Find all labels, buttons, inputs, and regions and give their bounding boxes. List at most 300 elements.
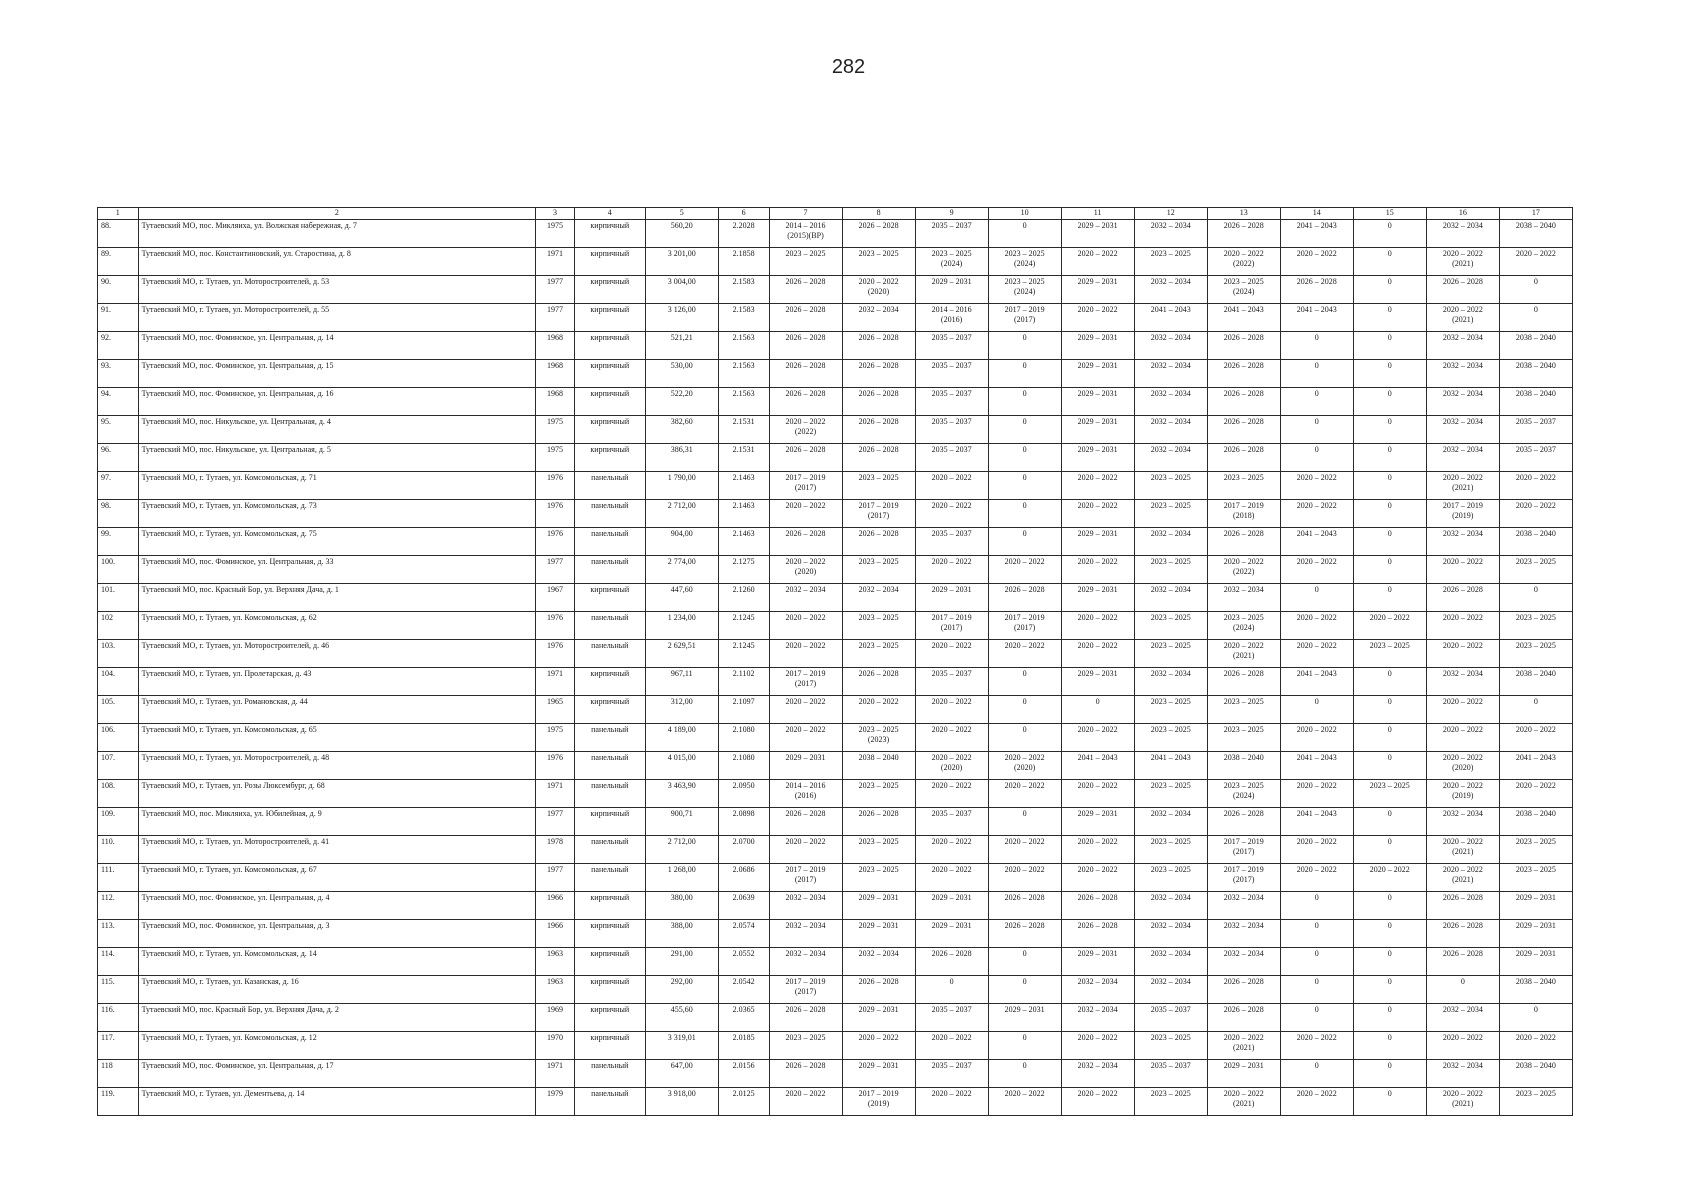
table-cell-col-7: 2032 – 2034	[769, 584, 842, 612]
table-row	[98, 808, 1573, 836]
table-cell-col-12: 2023 – 2025	[1134, 248, 1207, 276]
table-cell-col-15: 0	[1353, 444, 1426, 472]
table-cell-col-11: 2020 – 2022	[1061, 1032, 1134, 1060]
table-cell-col-2: Тутаевский МО, пос. Фоминское, ул. Центральная, д. 14	[138, 332, 536, 360]
table-cell-col-8: 2023 – 2025	[842, 780, 915, 808]
table-cell-col-16: 2020 – 2022 (2020)	[1426, 752, 1499, 780]
table-cell-col-2: Тутаевский МО, г. Тутаев, ул. Моторостроителей, д. 41	[138, 836, 536, 864]
table-cell-col-8: 2029 – 2031	[842, 1060, 915, 1088]
table-cell-col-17: 2038 – 2040	[1499, 220, 1572, 248]
table-cell-col-15: 0	[1353, 1088, 1426, 1116]
table-cell-col-17: 2020 – 2022	[1499, 500, 1572, 528]
table-cell-col-10: 2026 – 2028	[988, 584, 1061, 612]
table-cell-col-16: 2032 – 2034	[1426, 668, 1499, 696]
table-cell-col-11: 2032 – 2034	[1061, 1060, 1134, 1088]
table-cell-col-2: Тутаевский МО, г. Тутаев, ул. Моторостроителей, д. 53	[138, 276, 536, 304]
table-cell-col-5: 312,00	[645, 696, 718, 724]
table-cell-col-10: 0	[988, 808, 1061, 836]
table-row	[98, 1060, 1573, 1088]
table-cell-col-9: 2035 – 2037	[915, 1004, 988, 1032]
column-header-9: 9	[915, 208, 988, 220]
table-cell-col-10: 2023 – 2025 (2024)	[988, 276, 1061, 304]
table-cell-col-12: 2041 – 2043	[1134, 752, 1207, 780]
table-cell-col-11: 2020 – 2022	[1061, 1088, 1134, 1116]
table-cell-col-1: 96.	[98, 444, 139, 472]
table-cell-col-10: 2026 – 2028	[988, 892, 1061, 920]
table-cell-col-12: 2023 – 2025	[1134, 472, 1207, 500]
table-cell-col-17: 0	[1499, 276, 1572, 304]
table-row	[98, 892, 1573, 920]
table-cell-col-2: Тутаевский МО, пос. Фоминское, ул. Центральная, д. 33	[138, 556, 536, 584]
table-cell-col-16: 2020 – 2022	[1426, 1032, 1499, 1060]
table-cell-col-3: 1975	[536, 220, 575, 248]
table-cell-col-16: 2020 – 2022 (2021)	[1426, 836, 1499, 864]
column-header-2: 2	[138, 208, 536, 220]
table-cell-col-7: 2020 – 2022	[769, 696, 842, 724]
table-cell-col-15: 0	[1353, 248, 1426, 276]
table-cell-col-2: Тутаевский МО, пос. Никульское, ул. Центральная, д. 5	[138, 444, 536, 472]
table-cell-col-10: 0	[988, 388, 1061, 416]
table-cell-col-16: 2026 – 2028	[1426, 920, 1499, 948]
table-cell-col-17: 2041 – 2043	[1499, 752, 1572, 780]
table-cell-col-14: 2041 – 2043	[1280, 304, 1353, 332]
table-cell-col-8: 2029 – 2031	[842, 1004, 915, 1032]
table-cell-col-9: 2020 – 2022	[915, 836, 988, 864]
table-cell-col-13: 2023 – 2025	[1207, 472, 1280, 500]
table-cell-col-6: 2.1563	[718, 388, 769, 416]
table-cell-col-1: 97.	[98, 472, 139, 500]
table-row	[98, 584, 1573, 612]
table-cell-col-14: 2041 – 2043	[1280, 808, 1353, 836]
table-cell-col-4: кирпичный	[574, 248, 645, 276]
table-cell-col-7: 2026 – 2028	[769, 360, 842, 388]
table-cell-col-1: 112.	[98, 892, 139, 920]
table-row	[98, 864, 1573, 892]
table-cell-col-12: 2023 – 2025	[1134, 640, 1207, 668]
table-cell-col-6: 2.1463	[718, 472, 769, 500]
table-cell-col-12: 2032 – 2034	[1134, 360, 1207, 388]
table-cell-col-14: 0	[1280, 332, 1353, 360]
table-cell-col-16: 2026 – 2028	[1426, 892, 1499, 920]
table-cell-col-15: 0	[1353, 808, 1426, 836]
table-cell-col-2: Тутаевский МО, пос. Красный Бор, ул. Верхняя Дача, д. 1	[138, 584, 536, 612]
table-cell-col-4: кирпичный	[574, 304, 645, 332]
table-cell-col-3: 1976	[536, 528, 575, 556]
table-row	[98, 472, 1573, 500]
table-cell-col-4: панельный	[574, 1088, 645, 1116]
table-cell-col-13: 2026 – 2028	[1207, 388, 1280, 416]
table-cell-col-3: 1977	[536, 276, 575, 304]
table-cell-col-12: 2023 – 2025	[1134, 500, 1207, 528]
table-cell-col-9: 2020 – 2022	[915, 1032, 988, 1060]
capital-repair-table	[97, 207, 1573, 1116]
table-cell-col-12: 2032 – 2034	[1134, 976, 1207, 1004]
table-cell-col-12: 2023 – 2025	[1134, 556, 1207, 584]
table-cell-col-17: 2038 – 2040	[1499, 332, 1572, 360]
table-cell-col-16: 2020 – 2022	[1426, 556, 1499, 584]
table-cell-col-1: 113.	[98, 920, 139, 948]
table-cell-col-1: 105.	[98, 696, 139, 724]
table-cell-col-2: Тутаевский МО, пос. Микляиха, ул. Волжская набережная, д. 7	[138, 220, 536, 248]
table-cell-col-5: 530,00	[645, 360, 718, 388]
table-cell-col-3: 1968	[536, 360, 575, 388]
table-cell-col-13: 2017 – 2019 (2017)	[1207, 836, 1280, 864]
table-cell-col-13: 2026 – 2028	[1207, 668, 1280, 696]
table-cell-col-15: 0	[1353, 1032, 1426, 1060]
table-cell-col-1: 116.	[98, 1004, 139, 1032]
table-cell-col-17: 2038 – 2040	[1499, 388, 1572, 416]
table-cell-col-12: 2032 – 2034	[1134, 948, 1207, 976]
table-cell-col-14: 2020 – 2022	[1280, 472, 1353, 500]
table-row	[98, 976, 1573, 1004]
table-cell-col-1: 93.	[98, 360, 139, 388]
table-cell-col-15: 0	[1353, 472, 1426, 500]
table-cell-col-4: кирпичный	[574, 668, 645, 696]
table-cell-col-16: 2020 – 2022 (2021)	[1426, 864, 1499, 892]
table-cell-col-9: 2020 – 2022	[915, 500, 988, 528]
table-cell-col-3: 1965	[536, 696, 575, 724]
table-cell-col-1: 100.	[98, 556, 139, 584]
table-cell-col-3: 1977	[536, 808, 575, 836]
table-cell-col-5: 904,00	[645, 528, 718, 556]
column-header-10: 10	[988, 208, 1061, 220]
table-cell-col-9: 2029 – 2031	[915, 892, 988, 920]
table-cell-col-7: 2020 – 2022	[769, 612, 842, 640]
table-cell-col-1: 107.	[98, 752, 139, 780]
table-cell-col-16: 2032 – 2034	[1426, 1060, 1499, 1088]
table-cell-col-12: 2023 – 2025	[1134, 1032, 1207, 1060]
table-row	[98, 332, 1573, 360]
table-cell-col-8: 2032 – 2034	[842, 584, 915, 612]
table-cell-col-7: 2020 – 2022	[769, 724, 842, 752]
table-cell-col-17: 2020 – 2022	[1499, 780, 1572, 808]
table-cell-col-10: 2026 – 2028	[988, 920, 1061, 948]
table-cell-col-8: 2020 – 2022	[842, 696, 915, 724]
table-cell-col-6: 2.1563	[718, 332, 769, 360]
table-cell-col-5: 455,60	[645, 1004, 718, 1032]
table-cell-col-2: Тутаевский МО, г. Тутаев, ул. Романовская, д. 44	[138, 696, 536, 724]
table-cell-col-1: 117.	[98, 1032, 139, 1060]
column-header-16: 16	[1426, 208, 1499, 220]
table-cell-col-6: 2.1245	[718, 640, 769, 668]
table-row	[98, 220, 1573, 248]
table-cell-col-2: Тутаевский МО, пос. Фоминское, ул. Центральная, д. 4	[138, 892, 536, 920]
table-cell-col-9: 2020 – 2022	[915, 724, 988, 752]
column-header-15: 15	[1353, 208, 1426, 220]
table-cell-col-1: 109.	[98, 808, 139, 836]
table-cell-col-5: 522,20	[645, 388, 718, 416]
table-cell-col-12: 2023 – 2025	[1134, 724, 1207, 752]
table-cell-col-6: 2.1463	[718, 528, 769, 556]
table-cell-col-17: 0	[1499, 696, 1572, 724]
table-cell-col-3: 1976	[536, 612, 575, 640]
table-cell-col-17: 2038 – 2040	[1499, 1060, 1572, 1088]
table-cell-col-11: 2029 – 2031	[1061, 808, 1134, 836]
table-cell-col-8: 2026 – 2028	[842, 668, 915, 696]
table-cell-col-9: 2023 – 2025 (2024)	[915, 248, 988, 276]
table-cell-col-8: 2017 – 2019 (2019)	[842, 1088, 915, 1116]
table-cell-col-12: 2032 – 2034	[1134, 388, 1207, 416]
table-cell-col-11: 2026 – 2028	[1061, 920, 1134, 948]
table-cell-col-15: 0	[1353, 668, 1426, 696]
table-cell-col-5: 1 268,00	[645, 864, 718, 892]
table-cell-col-10: 0	[988, 724, 1061, 752]
table-cell-col-2: Тутаевский МО, пос. Фоминское, ул. Центральная, д. 16	[138, 388, 536, 416]
table-cell-col-11: 2032 – 2034	[1061, 976, 1134, 1004]
table-cell-col-2: Тутаевский МО, г. Тутаев, ул. Казанская, д. 16	[138, 976, 536, 1004]
table-cell-col-5: 560,20	[645, 220, 718, 248]
table-cell-col-1: 102	[98, 612, 139, 640]
table-cell-col-8: 2023 – 2025	[842, 836, 915, 864]
table-cell-col-1: 90.	[98, 276, 139, 304]
table-cell-col-8: 2020 – 2022	[842, 1032, 915, 1060]
column-header-13: 13	[1207, 208, 1280, 220]
table-cell-col-7: 2020 – 2022	[769, 836, 842, 864]
table-cell-col-11: 2041 – 2043	[1061, 752, 1134, 780]
table-cell-col-17: 2020 – 2022	[1499, 724, 1572, 752]
table-cell-col-9: 2029 – 2031	[915, 920, 988, 948]
table-cell-col-6: 2.1260	[718, 584, 769, 612]
table-cell-col-16: 0	[1426, 976, 1499, 1004]
table-cell-col-12: 2041 – 2043	[1134, 304, 1207, 332]
table-cell-col-14: 2041 – 2043	[1280, 220, 1353, 248]
table-cell-col-14: 2020 – 2022	[1280, 780, 1353, 808]
table-cell-col-4: панельный	[574, 500, 645, 528]
table-cell-col-7: 2014 – 2016 (2016)	[769, 780, 842, 808]
table-cell-col-16: 2032 – 2034	[1426, 360, 1499, 388]
table-cell-col-10: 2020 – 2022	[988, 640, 1061, 668]
table-cell-col-3: 1971	[536, 248, 575, 276]
table-cell-col-10: 0	[988, 1032, 1061, 1060]
table-cell-col-2: Тутаевский МО, г. Тутаев, ул. Комсомольская, д. 62	[138, 612, 536, 640]
table-cell-col-8: 2026 – 2028	[842, 360, 915, 388]
table-cell-col-8: 2026 – 2028	[842, 416, 915, 444]
table-cell-col-13: 2023 – 2025 (2024)	[1207, 780, 1280, 808]
table-cell-col-4: кирпичный	[574, 444, 645, 472]
table-cell-col-7: 2026 – 2028	[769, 332, 842, 360]
table-cell-col-17: 0	[1499, 304, 1572, 332]
table-row	[98, 724, 1573, 752]
table-cell-col-14: 0	[1280, 892, 1353, 920]
table-cell-col-15: 0	[1353, 948, 1426, 976]
table-cell-col-12: 2032 – 2034	[1134, 584, 1207, 612]
table-cell-col-15: 0	[1353, 276, 1426, 304]
table-cell-col-10: 0	[988, 1060, 1061, 1088]
table-cell-col-9: 0	[915, 976, 988, 1004]
table-cell-col-16: 2032 – 2034	[1426, 808, 1499, 836]
table-cell-col-7: 2026 – 2028	[769, 1004, 842, 1032]
table-cell-col-4: кирпичный	[574, 1032, 645, 1060]
table-cell-col-2: Тутаевский МО, г. Тутаев, ул. Комсомольская, д. 75	[138, 528, 536, 556]
table-cell-col-6: 2.0156	[718, 1060, 769, 1088]
table-row	[98, 360, 1573, 388]
table-cell-col-7: 2020 – 2022	[769, 1088, 842, 1116]
table-cell-col-16: 2020 – 2022 (2021)	[1426, 304, 1499, 332]
table-cell-col-3: 1975	[536, 444, 575, 472]
table-cell-col-11: 2020 – 2022	[1061, 724, 1134, 752]
table-cell-col-3: 1977	[536, 864, 575, 892]
table-cell-col-11: 2020 – 2022	[1061, 780, 1134, 808]
table-cell-col-10: 0	[988, 332, 1061, 360]
table-cell-col-11: 2020 – 2022	[1061, 500, 1134, 528]
table-cell-col-10: 0	[988, 360, 1061, 388]
table-cell-col-1: 88.	[98, 220, 139, 248]
table-cell-col-3: 1963	[536, 948, 575, 976]
table-cell-col-15: 0	[1353, 416, 1426, 444]
table-cell-col-14: 0	[1280, 1060, 1353, 1088]
capital-repair-table-container	[97, 207, 1573, 1116]
table-cell-col-14: 0	[1280, 416, 1353, 444]
table-cell-col-17: 2029 – 2031	[1499, 920, 1572, 948]
table-cell-col-4: кирпичный	[574, 416, 645, 444]
table-cell-col-1: 103.	[98, 640, 139, 668]
table-cell-col-1: 115.	[98, 976, 139, 1004]
table-cell-col-8: 2023 – 2025	[842, 472, 915, 500]
table-cell-col-12: 2032 – 2034	[1134, 332, 1207, 360]
table-cell-col-16: 2020 – 2022	[1426, 640, 1499, 668]
table-cell-col-15: 0	[1353, 220, 1426, 248]
table-cell-col-11: 2020 – 2022	[1061, 864, 1134, 892]
table-cell-col-13: 2029 – 2031	[1207, 1060, 1280, 1088]
table-cell-col-10: 2020 – 2022	[988, 836, 1061, 864]
table-cell-col-5: 291,00	[645, 948, 718, 976]
table-cell-col-4: панельный	[574, 724, 645, 752]
table-cell-col-9: 2020 – 2022	[915, 472, 988, 500]
table-cell-col-13: 2017 – 2019 (2017)	[1207, 864, 1280, 892]
table-cell-col-12: 2032 – 2034	[1134, 444, 1207, 472]
table-cell-col-6: 2.1583	[718, 304, 769, 332]
table-cell-col-12: 2032 – 2034	[1134, 276, 1207, 304]
table-cell-col-8: 2026 – 2028	[842, 808, 915, 836]
table-cell-col-4: панельный	[574, 1060, 645, 1088]
table-cell-col-2: Тутаевский МО, г. Тутаев, ул. Комсомольская, д. 14	[138, 948, 536, 976]
column-header-3: 3	[536, 208, 575, 220]
table-cell-col-14: 2020 – 2022	[1280, 612, 1353, 640]
table-cell-col-16: 2020 – 2022 (2021)	[1426, 248, 1499, 276]
table-row	[98, 668, 1573, 696]
table-cell-col-9: 2035 – 2037	[915, 1060, 988, 1088]
table-cell-col-14: 2020 – 2022	[1280, 864, 1353, 892]
table-cell-col-4: кирпичный	[574, 920, 645, 948]
table-cell-col-16: 2032 – 2034	[1426, 388, 1499, 416]
table-cell-col-13: 2020 – 2022 (2021)	[1207, 640, 1280, 668]
table-cell-col-16: 2032 – 2034	[1426, 416, 1499, 444]
table-cell-col-11: 2020 – 2022	[1061, 248, 1134, 276]
table-cell-col-7: 2014 – 2016 (2015)(ВР)	[769, 220, 842, 248]
table-cell-col-12: 2032 – 2034	[1134, 920, 1207, 948]
table-cell-col-11: 2020 – 2022	[1061, 304, 1134, 332]
table-cell-col-5: 1 234,00	[645, 612, 718, 640]
table-cell-col-2: Тутаевский МО, пос. Красный Бор, ул. Верхняя Дача, д. 2	[138, 1004, 536, 1032]
table-cell-col-15: 0	[1353, 556, 1426, 584]
table-cell-col-16: 2032 – 2034	[1426, 444, 1499, 472]
table-cell-col-12: 2035 – 2037	[1134, 1060, 1207, 1088]
table-cell-col-2: Тутаевский МО, г. Тутаев, ул. Моторостроителей, д. 48	[138, 752, 536, 780]
table-cell-col-15: 0	[1353, 892, 1426, 920]
table-cell-col-9: 2020 – 2022	[915, 640, 988, 668]
table-cell-col-10: 2029 – 2031	[988, 1004, 1061, 1032]
table-cell-col-17: 2038 – 2040	[1499, 668, 1572, 696]
table-cell-col-9: 2020 – 2022	[915, 556, 988, 584]
table-cell-col-1: 106.	[98, 724, 139, 752]
table-cell-col-6: 2.1858	[718, 248, 769, 276]
table-cell-col-1: 110.	[98, 836, 139, 864]
table-cell-col-13: 2023 – 2025 (2024)	[1207, 276, 1280, 304]
table-cell-col-16: 2020 – 2022 (2021)	[1426, 1088, 1499, 1116]
table-cell-col-2: Тутаевский МО, пос. Никульское, ул. Центральная, д. 4	[138, 416, 536, 444]
table-cell-col-3: 1979	[536, 1088, 575, 1116]
table-cell-col-9: 2014 – 2016 (2016)	[915, 304, 988, 332]
table-cell-col-9: 2035 – 2037	[915, 668, 988, 696]
table-cell-col-10: 2023 – 2025 (2024)	[988, 248, 1061, 276]
table-cell-col-9: 2035 – 2037	[915, 360, 988, 388]
table-cell-col-10: 2017 – 2019 (2017)	[988, 304, 1061, 332]
table-cell-col-8: 2032 – 2034	[842, 304, 915, 332]
table-cell-col-13: 2032 – 2034	[1207, 892, 1280, 920]
table-cell-col-9: 2035 – 2037	[915, 220, 988, 248]
table-cell-col-6: 2.1245	[718, 612, 769, 640]
table-cell-col-8: 2020 – 2022 (2020)	[842, 276, 915, 304]
table-cell-col-6: 2.1531	[718, 416, 769, 444]
table-cell-col-15: 0	[1353, 584, 1426, 612]
table-cell-col-5: 2 774,00	[645, 556, 718, 584]
table-cell-col-16: 2020 – 2022	[1426, 612, 1499, 640]
table-cell-col-8: 2038 – 2040	[842, 752, 915, 780]
table-cell-col-15: 2020 – 2022	[1353, 612, 1426, 640]
table-cell-col-5: 1 790,00	[645, 472, 718, 500]
table-cell-col-12: 2032 – 2034	[1134, 668, 1207, 696]
table-cell-col-17: 2023 – 2025	[1499, 556, 1572, 584]
column-header-7: 7	[769, 208, 842, 220]
table-cell-col-3: 1971	[536, 780, 575, 808]
table-cell-col-11: 2029 – 2031	[1061, 444, 1134, 472]
table-cell-col-9: 2026 – 2028	[915, 948, 988, 976]
table-cell-col-3: 1976	[536, 500, 575, 528]
table-cell-col-4: кирпичный	[574, 948, 645, 976]
table-cell-col-6: 2.0552	[718, 948, 769, 976]
table-cell-col-17: 2038 – 2040	[1499, 360, 1572, 388]
table-cell-col-5: 647,00	[645, 1060, 718, 1088]
table-row	[98, 836, 1573, 864]
table-cell-col-6: 2.1080	[718, 724, 769, 752]
table-cell-col-5: 2 712,00	[645, 836, 718, 864]
table-cell-col-13: 2026 – 2028	[1207, 416, 1280, 444]
table-cell-col-5: 2 629,51	[645, 640, 718, 668]
table-cell-col-5: 521,21	[645, 332, 718, 360]
table-cell-col-17: 2023 – 2025	[1499, 1088, 1572, 1116]
table-cell-col-7: 2023 – 2025	[769, 248, 842, 276]
table-cell-col-7: 2032 – 2034	[769, 920, 842, 948]
table-cell-col-1: 111.	[98, 864, 139, 892]
table-cell-col-11: 2020 – 2022	[1061, 640, 1134, 668]
table-cell-col-8: 2032 – 2034	[842, 948, 915, 976]
table-cell-col-12: 2023 – 2025	[1134, 612, 1207, 640]
table-cell-col-15: 2020 – 2022	[1353, 864, 1426, 892]
table-cell-col-16: 2020 – 2022 (2021)	[1426, 472, 1499, 500]
table-cell-col-11: 2029 – 2031	[1061, 220, 1134, 248]
table-cell-col-3: 1975	[536, 724, 575, 752]
table-cell-col-17: 0	[1499, 1004, 1572, 1032]
table-cell-col-10: 2017 – 2019 (2017)	[988, 612, 1061, 640]
table-cell-col-9: 2020 – 2022	[915, 780, 988, 808]
table-cell-col-8: 2023 – 2025	[842, 640, 915, 668]
table-cell-col-12: 2032 – 2034	[1134, 528, 1207, 556]
table-cell-col-13: 2017 – 2019 (2018)	[1207, 500, 1280, 528]
table-cell-col-4: кирпичный	[574, 584, 645, 612]
table-cell-col-6: 2.1097	[718, 696, 769, 724]
table-cell-col-13: 2026 – 2028	[1207, 528, 1280, 556]
table-cell-col-3: 1968	[536, 332, 575, 360]
